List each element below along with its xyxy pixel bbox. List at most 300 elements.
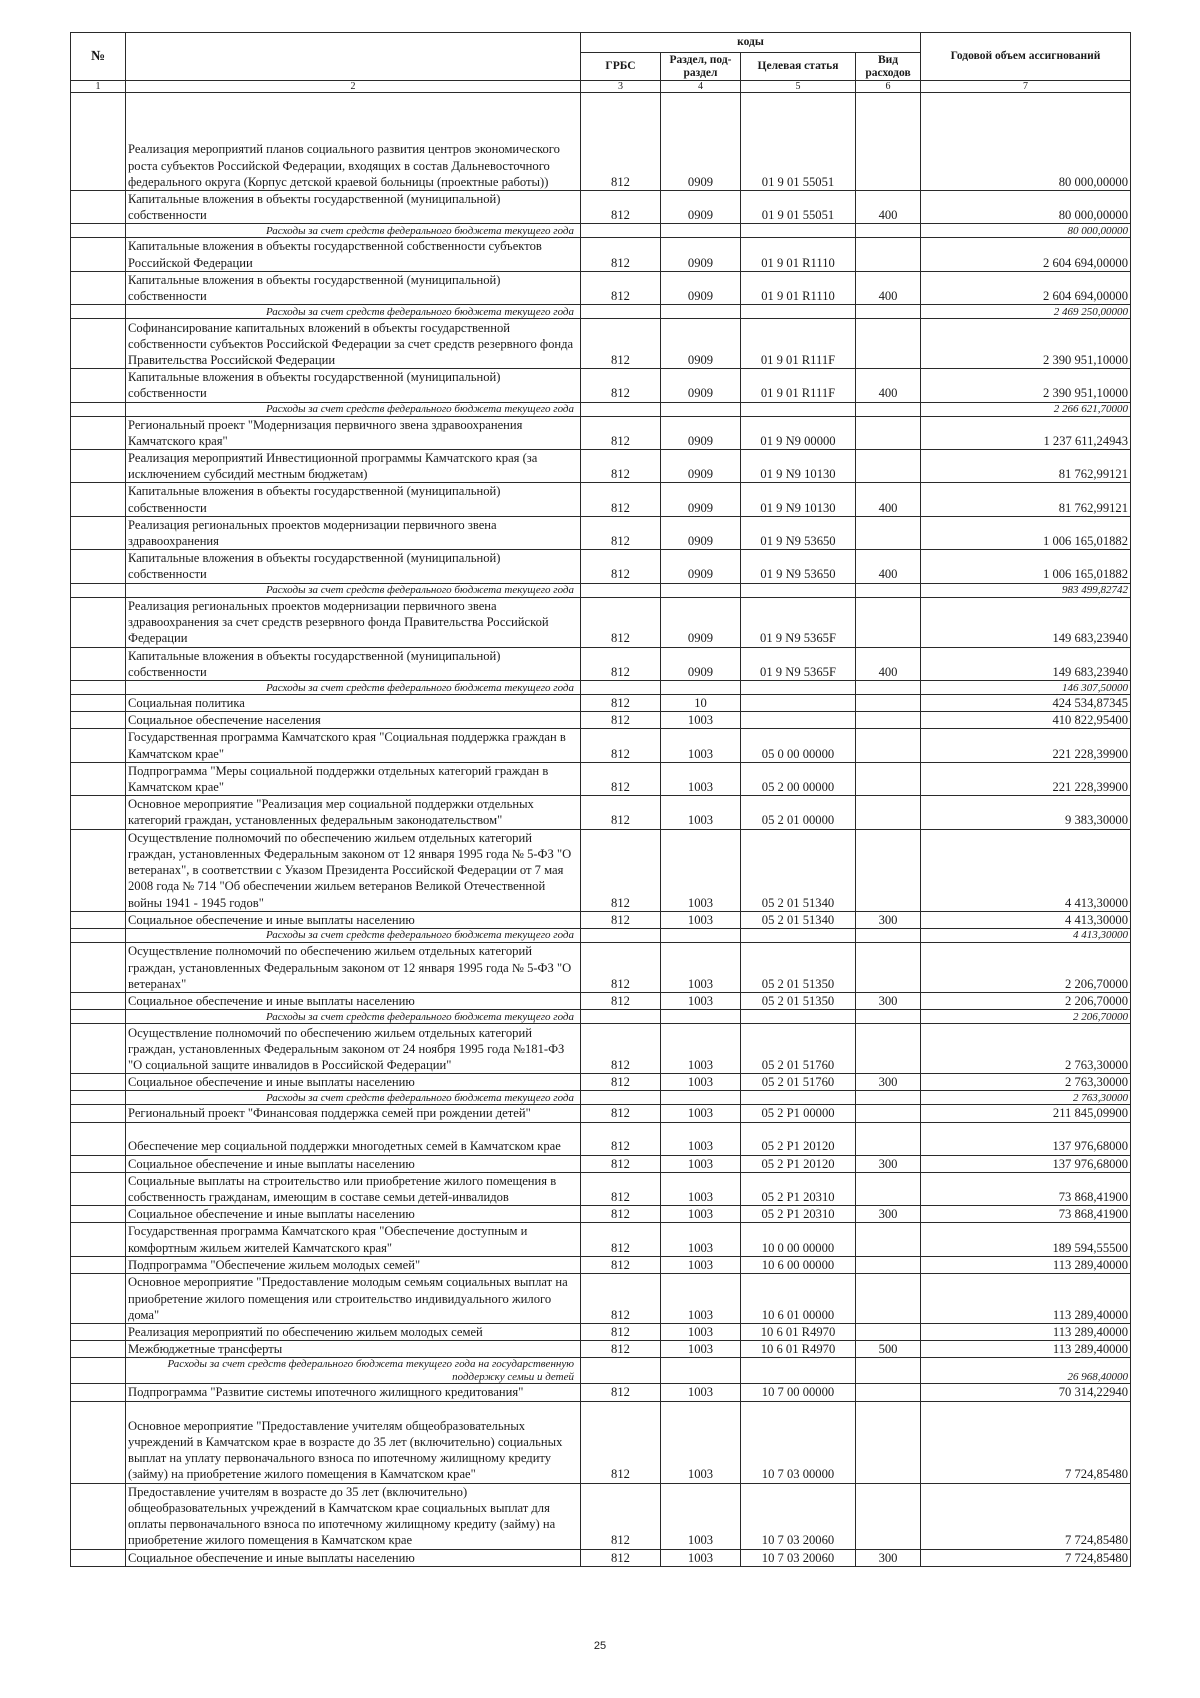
cell-number — [71, 1384, 126, 1401]
cell-amount: 189 594,55500 — [921, 1223, 1131, 1256]
cell-number — [71, 647, 126, 680]
cell-name: Капитальные вложения в объекты государственной (муниципальной) собственности — [126, 550, 581, 583]
cell-target: 05 2 01 51760 — [741, 1024, 856, 1074]
table-row — [71, 1155, 1131, 1172]
table-row — [71, 1483, 1131, 1549]
cell-grbs: 812 — [581, 1401, 661, 1483]
cell-section: 1003 — [661, 992, 741, 1009]
cell-amount: 4 413,30000 — [921, 928, 1131, 942]
cell-amount: 113 289,40000 — [921, 1273, 1131, 1323]
cell-name: Капитальные вложения в объекты государственной (муниципальной) собственности — [126, 647, 581, 680]
cell-target — [741, 305, 856, 319]
cell-kind: 300 — [856, 1206, 921, 1223]
cell-grbs — [581, 224, 661, 238]
cell-section: 0909 — [661, 550, 741, 583]
table-row — [71, 1172, 1131, 1205]
cell-kind: 400 — [856, 483, 921, 516]
cell-section: 1003 — [661, 829, 741, 911]
cell-amount: 137 976,68000 — [921, 1155, 1131, 1172]
cell-grbs — [581, 1010, 661, 1024]
table-row-note — [71, 681, 1131, 695]
cell-name: Расходы за счет средств федерального бюджета текущего года — [126, 224, 581, 238]
cell-number — [71, 1273, 126, 1323]
cell-grbs — [581, 583, 661, 597]
cell-number — [71, 1122, 126, 1155]
cell-kind — [856, 450, 921, 483]
cell-grbs: 812 — [581, 992, 661, 1009]
cell-amount: 983 499,82742 — [921, 583, 1131, 597]
cell-grbs: 812 — [581, 695, 661, 712]
cell-number — [71, 550, 126, 583]
cell-amount: 2 763,30000 — [921, 1074, 1131, 1091]
table-body — [71, 93, 1131, 1567]
cell-amount: 211 845,09900 — [921, 1105, 1131, 1122]
cell-amount: 2 266 621,70000 — [921, 402, 1131, 416]
cell-name: Расходы за счет средств федерального бюджета текущего года на государственную поддержку семьи и детей — [126, 1358, 581, 1384]
table-row-note — [71, 402, 1131, 416]
cell-section: 0909 — [661, 450, 741, 483]
cell-section: 0909 — [661, 647, 741, 680]
cell-name: Межбюджетные трансферты — [126, 1341, 581, 1358]
cell-section — [661, 1091, 741, 1105]
cell-kind — [856, 224, 921, 238]
table-row — [71, 450, 1131, 483]
cell-kind — [856, 1483, 921, 1549]
cell-target: 01 9 01 R111F — [741, 369, 856, 402]
table-row — [71, 1549, 1131, 1566]
cell-target — [741, 695, 856, 712]
cell-grbs — [581, 928, 661, 942]
cell-number — [71, 402, 126, 416]
cell-number — [71, 1024, 126, 1074]
cell-section — [661, 928, 741, 942]
cell-grbs: 812 — [581, 1172, 661, 1205]
cell-name: Осуществление полномочий по обеспечению жильем отдельных категорий граждан, установленных Федеральным законом от 24 ноября 1995 года №181-ФЗ "О социальной защите инвалидов в Российской Федерации" — [126, 1024, 581, 1074]
cell-amount: 73 868,41900 — [921, 1206, 1131, 1223]
cell-amount: 2 206,70000 — [921, 992, 1131, 1009]
table-row — [71, 1122, 1131, 1155]
cell-name: Расходы за счет средств федерального бюджета текущего года — [126, 681, 581, 695]
cell-section: 1003 — [661, 1341, 741, 1358]
table-row — [71, 1105, 1131, 1122]
cell-kind — [856, 402, 921, 416]
cell-target: 10 6 01 00000 — [741, 1273, 856, 1323]
cell-amount: 80 000,00000 — [921, 224, 1131, 238]
cell-target: 05 2 P1 00000 — [741, 1105, 856, 1122]
table-row — [71, 93, 1131, 191]
cell-grbs: 812 — [581, 369, 661, 402]
cell-number — [71, 1549, 126, 1566]
cell-section — [661, 1010, 741, 1024]
cell-name: Расходы за счет средств федерального бюджета текущего года — [126, 1010, 581, 1024]
column-number: 7 — [921, 81, 1131, 93]
cell-kind: 400 — [856, 550, 921, 583]
cell-name: Расходы за счет средств федерального бюджета текущего года — [126, 583, 581, 597]
cell-kind: 500 — [856, 1341, 921, 1358]
cell-amount: 137 976,68000 — [921, 1122, 1131, 1155]
cell-section: 1003 — [661, 1273, 741, 1323]
cell-amount: 7 724,85480 — [921, 1549, 1131, 1566]
cell-kind — [856, 319, 921, 369]
cell-kind — [856, 1401, 921, 1483]
cell-kind — [856, 762, 921, 795]
cell-name: Предоставление учителям в возрасте до 35 лет (включительно) общеобразовательных учреждений в Камчатском крае социальных выплат для оплаты первоначального взноса по ипотечному жилищному кредиту (займу) на приобретение жилого помещения в Камчатском крае — [126, 1483, 581, 1549]
cell-grbs: 812 — [581, 712, 661, 729]
cell-section — [661, 402, 741, 416]
cell-amount: 81 762,99121 — [921, 483, 1131, 516]
cell-name: Подпрограмма "Меры социальной поддержки отдельных категорий граждан в Камчатском крае" — [126, 762, 581, 795]
cell-kind: 300 — [856, 1155, 921, 1172]
cell-target: 01 9 N9 10130 — [741, 450, 856, 483]
cell-target — [741, 224, 856, 238]
cell-section: 1003 — [661, 796, 741, 829]
cell-number — [71, 416, 126, 449]
cell-amount: 1 237 611,24943 — [921, 416, 1131, 449]
cell-kind — [856, 928, 921, 942]
cell-name: Социальное обеспечение и иные выплаты населению — [126, 1155, 581, 1172]
cell-amount: 7 724,85480 — [921, 1401, 1131, 1483]
column-numbers-row — [71, 81, 1131, 93]
cell-section: 1003 — [661, 712, 741, 729]
cell-amount: 4 413,30000 — [921, 829, 1131, 911]
cell-number — [71, 681, 126, 695]
cell-amount: 2 390 951,10000 — [921, 319, 1131, 369]
cell-name: Реализация мероприятий по обеспечению жильем молодых семей — [126, 1323, 581, 1340]
cell-name: Социальное обеспечение и иные выплаты населению — [126, 992, 581, 1009]
table-row — [71, 516, 1131, 549]
cell-grbs: 812 — [581, 1155, 661, 1172]
cell-number — [71, 1323, 126, 1340]
cell-number — [71, 1256, 126, 1273]
cell-name: Расходы за счет средств федерального бюджета текущего года — [126, 1091, 581, 1105]
cell-amount: 7 724,85480 — [921, 1483, 1131, 1549]
cell-number — [71, 1401, 126, 1483]
table-row — [71, 1074, 1131, 1091]
cell-target: 01 9 01 55051 — [741, 191, 856, 224]
table-row — [71, 1256, 1131, 1273]
table-row — [71, 416, 1131, 449]
budget-table-sheet — [70, 32, 1130, 1567]
cell-section — [661, 1358, 741, 1384]
cell-grbs: 812 — [581, 1122, 661, 1155]
cell-name: Социальная политика — [126, 695, 581, 712]
table-row-note — [71, 305, 1131, 319]
cell-number — [71, 191, 126, 224]
cell-number — [71, 483, 126, 516]
cell-amount: 424 534,87345 — [921, 695, 1131, 712]
cell-number — [71, 369, 126, 402]
cell-number — [71, 829, 126, 911]
cell-grbs — [581, 402, 661, 416]
cell-name: Софинансирование капитальных вложений в объекты государственной собственности субъектов Российской Федерации за счет средств резервного фонда Правительства Российской Федерации — [126, 319, 581, 369]
cell-grbs: 812 — [581, 1483, 661, 1549]
cell-kind: 400 — [856, 271, 921, 304]
cell-section: 0909 — [661, 369, 741, 402]
cell-name: Реализация мероприятий планов социального развития центров экономического роста субъектов Российской Федерации, входящих в состав Дальневосточного федерального округа (Корпус детской краевой больницы (проектные работы)) — [126, 93, 581, 191]
cell-kind — [856, 1384, 921, 1401]
cell-number — [71, 93, 126, 191]
table-row — [71, 319, 1131, 369]
cell-amount: 9 383,30000 — [921, 796, 1131, 829]
cell-target: 10 6 00 00000 — [741, 1256, 856, 1273]
cell-amount: 113 289,40000 — [921, 1256, 1131, 1273]
cell-section: 1003 — [661, 1155, 741, 1172]
cell-number — [71, 597, 126, 647]
cell-number — [71, 319, 126, 369]
table-row — [71, 238, 1131, 271]
cell-name: Капитальные вложения в объекты государственной собственности субъектов Российской Федерации — [126, 238, 581, 271]
cell-name: Расходы за счет средств федерального бюджета текущего года — [126, 928, 581, 942]
cell-target: 10 7 00 00000 — [741, 1384, 856, 1401]
cell-target — [741, 681, 856, 695]
cell-amount: 410 822,95400 — [921, 712, 1131, 729]
cell-amount: 113 289,40000 — [921, 1323, 1131, 1340]
cell-target: 01 9 N9 5365F — [741, 647, 856, 680]
cell-target — [741, 583, 856, 597]
cell-section: 0909 — [661, 271, 741, 304]
cell-section: 1003 — [661, 1206, 741, 1223]
cell-grbs: 812 — [581, 1074, 661, 1091]
cell-amount: 2 206,70000 — [921, 1010, 1131, 1024]
table-row — [71, 796, 1131, 829]
cell-amount: 80 000,00000 — [921, 191, 1131, 224]
cell-name: Региональный проект "Финансовая поддержка семей при рождении детей" — [126, 1105, 581, 1122]
cell-grbs — [581, 1091, 661, 1105]
cell-grbs: 812 — [581, 729, 661, 762]
cell-number — [71, 305, 126, 319]
cell-kind — [856, 942, 921, 992]
cell-name: Социальное обеспечение и иные выплаты населению — [126, 1549, 581, 1566]
cell-section: 1003 — [661, 1256, 741, 1273]
cell-target: 10 7 03 00000 — [741, 1401, 856, 1483]
cell-kind: 400 — [856, 191, 921, 224]
cell-amount: 1 006 165,01882 — [921, 516, 1131, 549]
cell-section: 0909 — [661, 319, 741, 369]
cell-kind: 300 — [856, 1074, 921, 1091]
cell-target: 10 7 03 20060 — [741, 1549, 856, 1566]
table-row — [71, 1273, 1131, 1323]
cell-section: 0909 — [661, 483, 741, 516]
cell-target: 10 6 01 R4970 — [741, 1323, 856, 1340]
column-number: 5 — [741, 81, 856, 93]
cell-grbs: 812 — [581, 911, 661, 928]
cell-number — [71, 762, 126, 795]
cell-name: Государственная программа Камчатского края "Обеспечение доступным и комфортным жильем жителей Камчатского края" — [126, 1223, 581, 1256]
cell-amount: 221 228,39900 — [921, 762, 1131, 795]
cell-amount: 221 228,39900 — [921, 729, 1131, 762]
cell-target: 05 2 01 51350 — [741, 992, 856, 1009]
table-row — [71, 271, 1131, 304]
cell-name: Региональный проект "Модернизация первичного звена здравоохранения Камчатского края" — [126, 416, 581, 449]
cell-name: Социальное обеспечение и иные выплаты населению — [126, 1074, 581, 1091]
column-number: 4 — [661, 81, 741, 93]
cell-amount: 1 006 165,01882 — [921, 550, 1131, 583]
cell-kind — [856, 583, 921, 597]
cell-section — [661, 583, 741, 597]
cell-amount: 4 413,30000 — [921, 911, 1131, 928]
cell-grbs: 812 — [581, 516, 661, 549]
cell-kind — [856, 695, 921, 712]
cell-amount: 2 604 694,00000 — [921, 271, 1131, 304]
header-target: Целевая статья — [741, 53, 856, 81]
table-row — [71, 712, 1131, 729]
cell-grbs: 812 — [581, 1256, 661, 1273]
cell-amount: 2 206,70000 — [921, 942, 1131, 992]
cell-kind — [856, 796, 921, 829]
cell-number — [71, 911, 126, 928]
cell-grbs: 812 — [581, 1024, 661, 1074]
cell-section — [661, 681, 741, 695]
table-row — [71, 1323, 1131, 1340]
cell-section: 0909 — [661, 93, 741, 191]
table-row — [71, 597, 1131, 647]
cell-section: 10 — [661, 695, 741, 712]
cell-target: 05 2 P1 20310 — [741, 1172, 856, 1205]
cell-name: Капитальные вложения в объекты государственной (муниципальной) собственности — [126, 369, 581, 402]
cell-target: 05 2 01 51340 — [741, 829, 856, 911]
cell-target: 01 9 01 R1110 — [741, 271, 856, 304]
header-section: Раздел, под-раздел — [661, 53, 741, 81]
cell-name: Основное мероприятие "Реализация мер социальной поддержки отдельных категорий граждан, установленных федеральным законодательством" — [126, 796, 581, 829]
cell-grbs: 812 — [581, 1384, 661, 1401]
cell-number — [71, 224, 126, 238]
cell-kind — [856, 1256, 921, 1273]
cell-target: 01 9 01 R1110 — [741, 238, 856, 271]
table-row — [71, 942, 1131, 992]
table-row — [71, 647, 1131, 680]
cell-target: 01 9 01 55051 — [741, 93, 856, 191]
cell-section: 1003 — [661, 942, 741, 992]
table-row — [71, 829, 1131, 911]
cell-kind: 300 — [856, 1549, 921, 1566]
cell-grbs: 812 — [581, 550, 661, 583]
cell-amount: 149 683,23940 — [921, 647, 1131, 680]
cell-target: 01 9 01 R111F — [741, 319, 856, 369]
cell-grbs: 812 — [581, 191, 661, 224]
table-row-note — [71, 224, 1131, 238]
cell-amount: 2 763,30000 — [921, 1091, 1131, 1105]
cell-target: 05 2 P1 20120 — [741, 1155, 856, 1172]
cell-kind — [856, 681, 921, 695]
cell-target: 10 0 00 00000 — [741, 1223, 856, 1256]
cell-number — [71, 1358, 126, 1384]
cell-number — [71, 271, 126, 304]
cell-target: 05 2 P1 20120 — [741, 1122, 856, 1155]
cell-section: 1003 — [661, 1483, 741, 1549]
cell-kind: 400 — [856, 647, 921, 680]
cell-name: Основное мероприятие "Предоставление учителям общеобразовательных учреждений в Камчатском крае в возрасте до 35 лет (включительно) социальных выплат на уплату первоначального взноса по ипотечному жилищному кредиту (займу) на приобретение жилого помещения в Камчатском крае" — [126, 1401, 581, 1483]
cell-section: 1003 — [661, 1384, 741, 1401]
cell-section: 1003 — [661, 762, 741, 795]
cell-target: 10 7 03 20060 — [741, 1483, 856, 1549]
cell-section: 0909 — [661, 597, 741, 647]
cell-kind — [856, 712, 921, 729]
cell-grbs: 812 — [581, 1549, 661, 1566]
cell-kind — [856, 516, 921, 549]
table-row — [71, 369, 1131, 402]
cell-name: Реализация региональных проектов модернизации первичного звена здравоохранения — [126, 516, 581, 549]
cell-amount: 2 390 951,10000 — [921, 369, 1131, 402]
cell-section — [661, 305, 741, 319]
table-row — [71, 992, 1131, 1009]
cell-target: 05 2 01 51340 — [741, 911, 856, 928]
cell-section: 1003 — [661, 1401, 741, 1483]
table-row — [71, 550, 1131, 583]
cell-kind — [856, 93, 921, 191]
header-name — [126, 33, 581, 81]
cell-grbs: 812 — [581, 1223, 661, 1256]
cell-number — [71, 928, 126, 942]
table-row-note — [71, 928, 1131, 942]
cell-number — [71, 1105, 126, 1122]
page-number: 25 — [593, 1640, 607, 1652]
cell-section: 1003 — [661, 1223, 741, 1256]
cell-name: Подпрограмма "Развитие системы ипотечного жилищного кредитования" — [126, 1384, 581, 1401]
cell-section: 1003 — [661, 729, 741, 762]
cell-section: 0909 — [661, 516, 741, 549]
cell-name: Осуществление полномочий по обеспечению жильем отдельных категорий граждан, установленных Федеральным законом от 12 января 1995 года № 5-ФЗ "О ветеранах", в соответствии с Указом Президента Российской Федерации от 7 мая 2008 года № 714 "Об обеспечении жильем ветеранов Великой Отечественной войны 1941 - 1945 годов" — [126, 829, 581, 911]
cell-grbs: 812 — [581, 319, 661, 369]
cell-target — [741, 928, 856, 942]
cell-name: Капитальные вложения в объекты государственной (муниципальной) собственности — [126, 483, 581, 516]
cell-section: 1003 — [661, 1323, 741, 1340]
cell-name: Расходы за счет средств федерального бюджета текущего года — [126, 305, 581, 319]
cell-kind — [856, 1010, 921, 1024]
cell-kind: 400 — [856, 369, 921, 402]
cell-target — [741, 1091, 856, 1105]
header-amount: Годовой объем ассигнований — [921, 33, 1131, 81]
cell-number — [71, 1010, 126, 1024]
cell-kind — [856, 729, 921, 762]
cell-grbs: 812 — [581, 1206, 661, 1223]
cell-kind: 300 — [856, 992, 921, 1009]
cell-kind — [856, 238, 921, 271]
cell-grbs: 812 — [581, 829, 661, 911]
cell-amount: 2 604 694,00000 — [921, 238, 1131, 271]
cell-grbs: 812 — [581, 1273, 661, 1323]
table-row — [71, 762, 1131, 795]
table-row — [71, 1384, 1131, 1401]
cell-amount: 73 868,41900 — [921, 1172, 1131, 1205]
cell-name: Социальное обеспечение и иные выплаты населению — [126, 911, 581, 928]
header-number: № — [71, 33, 126, 81]
header-grbs: ГРБС — [581, 53, 661, 81]
cell-target: 10 6 01 R4970 — [741, 1341, 856, 1358]
cell-target: 05 2 01 51760 — [741, 1074, 856, 1091]
table-row — [71, 911, 1131, 928]
cell-amount: 26 968,40000 — [921, 1358, 1131, 1384]
cell-kind — [856, 1223, 921, 1256]
cell-number — [71, 1341, 126, 1358]
cell-number — [71, 1074, 126, 1091]
table-row-note — [71, 583, 1131, 597]
header-codes: коды — [581, 33, 921, 53]
cell-target — [741, 712, 856, 729]
cell-number — [71, 1172, 126, 1205]
cell-grbs: 812 — [581, 1323, 661, 1340]
cell-grbs — [581, 1358, 661, 1384]
cell-number — [71, 729, 126, 762]
cell-number — [71, 942, 126, 992]
cell-grbs: 812 — [581, 93, 661, 191]
column-number: 6 — [856, 81, 921, 93]
cell-number — [71, 992, 126, 1009]
cell-name: Социальные выплаты на строительство или приобретение жилого помещения в собственность гражданам, имеющим в составе семьи детей-инвалидов — [126, 1172, 581, 1205]
cell-amount: 113 289,40000 — [921, 1341, 1131, 1358]
cell-target: 05 2 01 51350 — [741, 942, 856, 992]
cell-section: 0909 — [661, 238, 741, 271]
cell-number — [71, 1206, 126, 1223]
